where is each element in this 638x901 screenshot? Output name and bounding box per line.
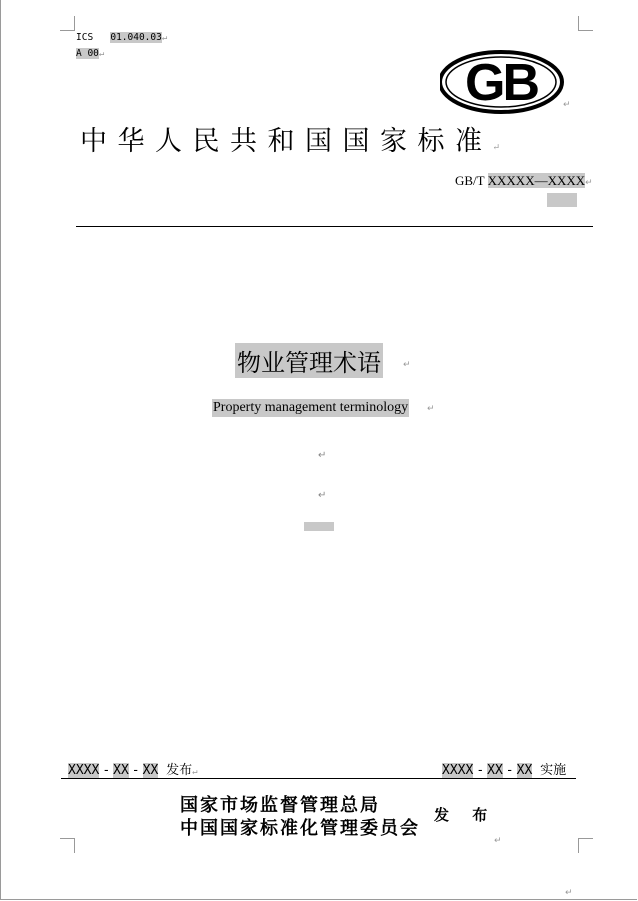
paragraph-mark: ↵ xyxy=(318,450,327,461)
paragraph-mark: ↵ xyxy=(563,100,571,110)
paragraph-mark: ↵ xyxy=(427,404,435,414)
implement-year: XXXX xyxy=(442,763,474,778)
crop-mark-top-left xyxy=(60,16,75,31)
document-title-cn xyxy=(235,343,383,378)
standard-category xyxy=(80,119,600,158)
code-prefix: GB/T xyxy=(455,173,485,188)
date-separator: - xyxy=(505,763,514,778)
ics-label: ICS xyxy=(76,32,94,43)
logo-text: GB xyxy=(465,54,537,112)
paragraph-mark: ↵ xyxy=(585,177,593,187)
highlight-placeholder xyxy=(304,522,334,531)
crop-mark-bottom-right xyxy=(578,838,593,853)
ics-code: 01.040.03 xyxy=(110,32,162,43)
document-title-en xyxy=(212,399,409,417)
implement-date xyxy=(442,759,566,778)
issuer-org-1: 国家市场监督管理总局 xyxy=(180,795,380,816)
issue-month: XX xyxy=(113,763,129,778)
issue-date xyxy=(68,759,198,778)
gb-logo xyxy=(440,50,566,114)
paragraph-mark: ↵ xyxy=(403,360,411,370)
paragraph-mark: ↵ xyxy=(192,767,198,777)
date-separator: - xyxy=(102,763,111,778)
date-separator: - xyxy=(131,763,140,778)
paragraph-mark: ↵ xyxy=(98,49,105,59)
code-dash: — xyxy=(534,173,548,188)
issue-label: 发布 xyxy=(166,763,193,778)
header-rule xyxy=(76,226,593,227)
paragraph-mark: ↵ xyxy=(565,888,573,898)
implement-month: XX xyxy=(487,763,503,778)
paragraph-mark: ↵ xyxy=(492,143,511,153)
paragraph-mark: ↵ xyxy=(494,836,502,846)
paragraph-mark: ↵ xyxy=(161,33,168,43)
title-cn-text: 物业管理术语 xyxy=(237,349,381,377)
crop-mark-top-right xyxy=(578,16,593,31)
ics-line xyxy=(76,32,167,43)
date-separator: - xyxy=(476,763,485,778)
standard-code xyxy=(455,173,593,189)
highlight-placeholder xyxy=(547,193,577,207)
standard-category-text: 中华人民共和国国家标准 xyxy=(80,126,493,157)
crop-mark-bottom-left xyxy=(60,838,75,853)
title-en-text: Property management terminology xyxy=(213,400,409,415)
publish-label: 发 布 xyxy=(434,806,497,824)
footer-rule xyxy=(61,778,576,779)
implement-day: XX xyxy=(516,763,533,778)
ccs-code: A 00 xyxy=(76,48,99,59)
issue-year: XXXX xyxy=(68,763,100,778)
issue-day: XX xyxy=(142,763,159,778)
ccs-line xyxy=(76,48,104,59)
paragraph-mark: ↵ xyxy=(318,490,327,501)
issuer-org-2: 中国国家标准化管理委员会 xyxy=(180,818,420,839)
implement-label: 实施 xyxy=(540,763,567,778)
code-year: XXXX xyxy=(547,173,586,188)
code-number: XXXXX xyxy=(487,173,535,188)
